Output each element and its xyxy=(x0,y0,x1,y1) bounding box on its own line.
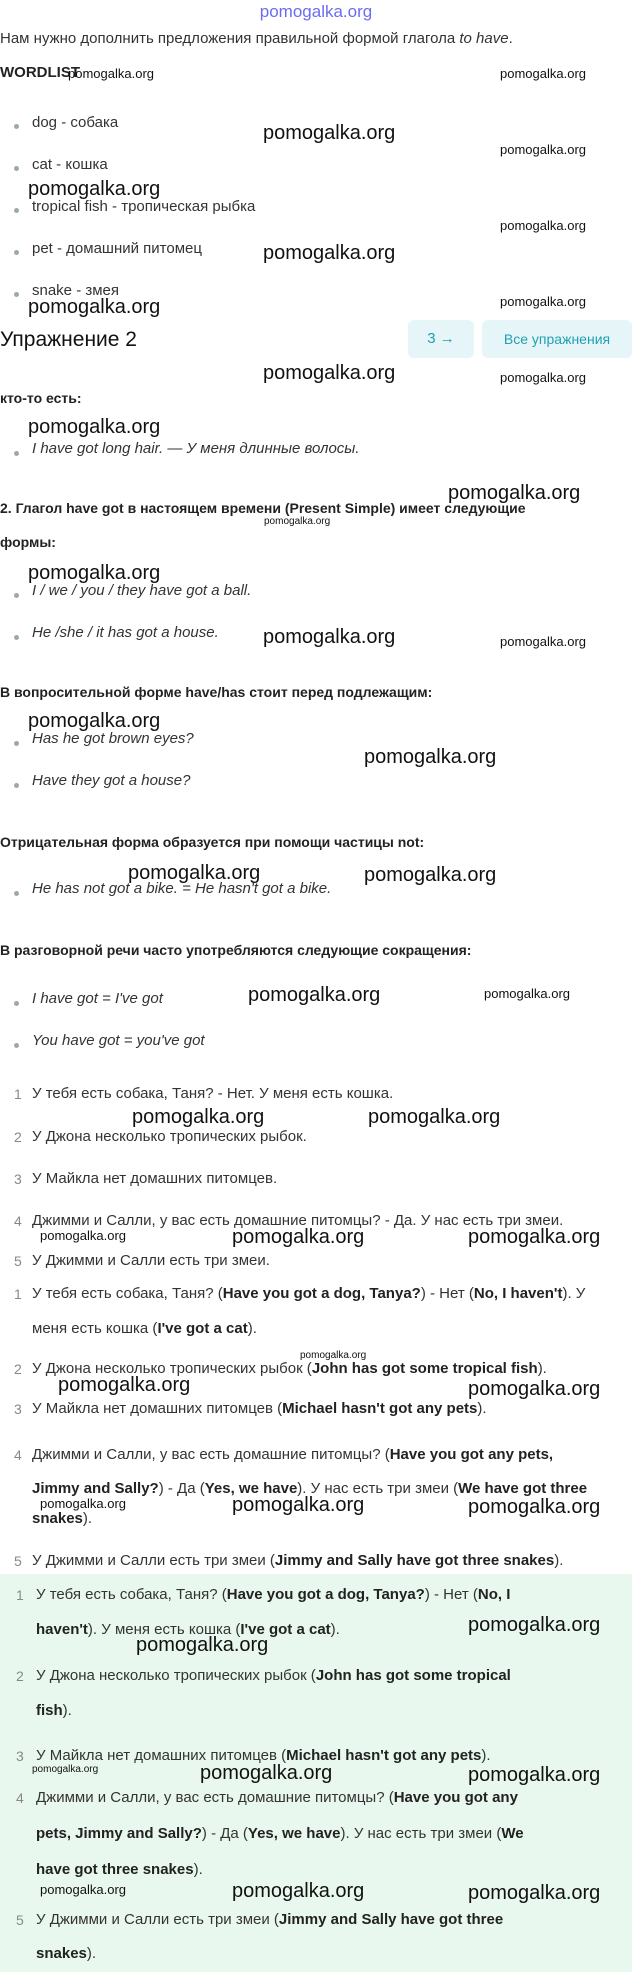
theory-heading: В разговорной речи часто употребляются следующие сокращения: xyxy=(0,942,472,958)
watermark: pomogalka.org xyxy=(68,66,154,81)
bullet-icon xyxy=(14,250,19,255)
theory-heading: В вопросительной форме have/has стоит перед подлежащим: xyxy=(0,684,433,700)
wordlist-item: pet - домашний питомец xyxy=(32,240,202,257)
next-exercise-button[interactable]: 3 → xyxy=(408,320,474,358)
watermark: pomogalka.org xyxy=(364,864,497,886)
answer-text: У Джона несколько тропических рыбок (John has got some tropical fish). xyxy=(32,1360,547,1377)
answer-text: У Майкла нет домашних питомцев (Michael hasn't got any pets). xyxy=(36,1747,491,1764)
bullet-icon xyxy=(14,593,19,598)
example-text: I / we / you / they have got a ball. xyxy=(32,582,252,599)
watermark: pomogalka.org xyxy=(468,1226,601,1248)
watermark: pomogalka.org xyxy=(500,218,586,233)
answer-number: 1 xyxy=(16,1587,24,1603)
watermark: pomogalka.org xyxy=(468,1614,601,1636)
watermark: pomogalka.org xyxy=(28,562,161,584)
watermark: pomogalka.org xyxy=(232,1226,365,1248)
answer-text: У Майкла нет домашних питомцев (Michael hasn't got any pets). xyxy=(32,1400,487,1417)
watermark: pomogalka.org xyxy=(40,1496,126,1511)
task-text: У Джимми и Салли есть три змеи. xyxy=(32,1252,270,1269)
answer-text: Джимми и Салли, у вас есть домашние питомцы? (Have you got any xyxy=(36,1789,518,1806)
answer-text: Jimmy and Sally?) - Да (Yes, we have). У нас есть три змеи (We have got three xyxy=(32,1480,588,1497)
answer-text: меня есть кошка (I've got a cat). xyxy=(32,1320,257,1337)
answer-text: pets, Jimmy and Sally?) - Да (Yes, we have). У нас есть три змеи (We xyxy=(36,1825,524,1842)
watermark: pomogalka.org xyxy=(500,142,586,157)
task-text: Джимми и Салли, у вас есть домашние питомцы? - Да. У нас есть три змеи. xyxy=(32,1212,564,1229)
wordlist-item: tropical fish - тропическая рыбка xyxy=(32,198,256,215)
watermark: pomogalka.org xyxy=(500,370,586,385)
bullet-icon xyxy=(14,166,19,171)
watermark: pomogalka.org xyxy=(448,482,581,504)
theory-heading: Отрицательная форма образуется при помощи частицы not: xyxy=(0,834,425,850)
answer-number: 1 xyxy=(14,1286,22,1302)
answer-text: have got three snakes). xyxy=(36,1861,203,1878)
site-header-link[interactable]: pomogalka.org xyxy=(259,2,373,21)
example-text: You have got = you've got xyxy=(32,1032,205,1049)
answer-number: 5 xyxy=(16,1912,24,1928)
answer-text: Джимми и Салли, у вас есть домашние питомцы? (Have you got any pets, xyxy=(32,1446,554,1463)
bullet-icon xyxy=(14,741,19,746)
watermark: pomogalka.org xyxy=(200,1762,333,1784)
answer-number: 2 xyxy=(16,1668,24,1684)
answer-number: 5 xyxy=(14,1553,22,1569)
bullet-icon xyxy=(14,292,19,297)
arrow-right-icon: → xyxy=(439,330,455,347)
bullet-icon xyxy=(14,124,19,129)
answer-text: У тебя есть собака, Таня? (Have you got a dog, Tanya?) - Нет (No, I haven't). У xyxy=(32,1285,586,1302)
theory-text: кто-то есть: xyxy=(0,390,82,406)
watermark: pomogalka.org xyxy=(28,710,161,732)
answer-text: У Джимми и Салли есть три змеи (Jimmy and Sally have got three xyxy=(36,1911,504,1928)
answer-text: snakes). xyxy=(32,1510,93,1527)
answer-text: У тебя есть собака, Таня? (Have you got a dog, Tanya?) - Нет (No, I xyxy=(36,1586,511,1603)
watermark: pomogalka.org xyxy=(263,122,396,144)
watermark: pomogalka.org xyxy=(28,416,161,438)
answer-number: 4 xyxy=(16,1790,24,1806)
watermark: pomogalka.org xyxy=(468,1882,601,1904)
watermark: pomogalka.org xyxy=(136,1634,269,1656)
example-text: I have got = I've got xyxy=(32,990,163,1007)
task-number: 1 xyxy=(14,1086,22,1102)
example-text: I have got long hair. — У меня длинные волосы. xyxy=(32,440,360,457)
task-number: 4 xyxy=(14,1213,22,1229)
task-text: У Майкла нет домашних питомцев. xyxy=(32,1170,278,1187)
bullet-icon xyxy=(14,1001,19,1006)
watermark: pomogalka.org xyxy=(468,1764,601,1786)
answer-text: У Джона несколько тропических рыбок (John has got some tropical xyxy=(36,1667,511,1684)
answer-text: У Джимми и Салли есть три змеи (Jimmy and Sally have got three snakes). xyxy=(32,1552,564,1569)
task-number: 5 xyxy=(14,1253,22,1269)
watermark: pomogalka.org xyxy=(500,294,586,309)
watermark: pomogalka.org xyxy=(128,862,261,884)
watermark: pomogalka.org xyxy=(468,1496,601,1518)
watermark: pomogalka.org xyxy=(28,296,161,318)
watermark: pomogalka.org xyxy=(263,362,396,384)
example-text: Has he got brown eyes? xyxy=(32,730,194,747)
watermark: pomogalka.org xyxy=(32,1764,99,1775)
bullet-icon xyxy=(14,891,19,896)
watermark: pomogalka.org xyxy=(58,1374,191,1396)
answer-text: haven't). У меня есть кошка (I've got a cat). xyxy=(36,1621,340,1638)
intro-text: Нам нужно дополнить предложения правильной формой глагола to have. xyxy=(0,30,513,47)
bullet-icon xyxy=(14,783,19,788)
answer-number: 3 xyxy=(14,1401,22,1417)
all-exercises-button[interactable]: Все упражнения xyxy=(482,320,632,358)
watermark: pomogalka.org xyxy=(40,1882,126,1897)
watermark: pomogalka.org xyxy=(132,1106,265,1128)
example-text: He has not got a bike. = He hasn't got a bike. xyxy=(32,880,332,897)
watermark: pomogalka.org xyxy=(40,1228,126,1243)
watermark: pomogalka.org xyxy=(232,1494,365,1516)
example-text: Have they got a house? xyxy=(32,772,191,789)
bullet-icon xyxy=(14,635,19,640)
answer-text: snakes). xyxy=(36,1945,97,1962)
watermark: pomogalka.org xyxy=(248,984,381,1006)
wordlist-item: cat - кошка xyxy=(32,156,108,173)
theory-text: 2. Глагол have got в настоящем времени (Present Simple) имеет следующие xyxy=(0,500,526,516)
task-text: У Джона несколько тропических рыбок. xyxy=(32,1128,307,1145)
watermark: pomogalka.org xyxy=(368,1106,501,1128)
watermark: pomogalka.org xyxy=(264,516,331,527)
watermark: pomogalka.org xyxy=(500,66,586,81)
watermark: pomogalka.org xyxy=(263,242,396,264)
answer-number: 4 xyxy=(14,1447,22,1463)
theory-text: формы: xyxy=(0,534,56,550)
task-text: У тебя есть собака, Таня? - Нет. У меня есть кошка. xyxy=(32,1085,394,1102)
answer-number: 2 xyxy=(14,1361,22,1377)
watermark: pomogalka.org xyxy=(364,746,497,768)
exercise-title: Упражнение 2 xyxy=(0,328,137,351)
answer-number: 3 xyxy=(16,1748,24,1764)
watermark: pomogalka.org xyxy=(500,634,586,649)
bullet-icon xyxy=(14,1043,19,1048)
answer-text: fish). xyxy=(36,1702,72,1719)
wordlist-item: snake - змея xyxy=(32,282,120,299)
bullet-icon xyxy=(14,451,19,456)
example-text: He /she / it has got a house. xyxy=(32,624,219,641)
watermark: pomogalka.org xyxy=(468,1378,601,1400)
task-number: 2 xyxy=(14,1129,22,1145)
watermark: pomogalka.org xyxy=(484,986,570,1001)
task-number: 3 xyxy=(14,1171,22,1187)
watermark: pomogalka.org xyxy=(263,626,396,648)
bullet-icon xyxy=(14,208,19,213)
watermark: pomogalka.org xyxy=(28,178,161,200)
wordlist-heading: WORDLIST xyxy=(0,64,80,81)
wordlist-item: dog - собака xyxy=(32,114,119,131)
watermark: pomogalka.org xyxy=(300,1350,367,1361)
watermark: pomogalka.org xyxy=(232,1880,365,1902)
